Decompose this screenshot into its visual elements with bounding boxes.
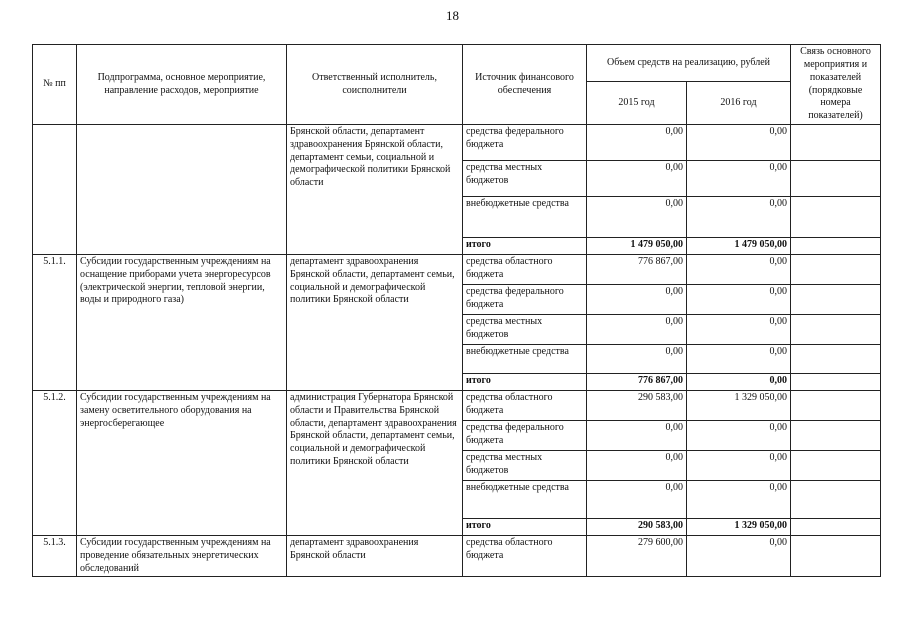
- row-2016: 1 329 050,00: [687, 391, 791, 421]
- row-link: [791, 421, 881, 451]
- row-link: [791, 481, 881, 519]
- row-link: [791, 285, 881, 315]
- header-source: Источник финансового обеспечения: [463, 45, 587, 125]
- row-source: средства местных бюджетов: [463, 451, 587, 481]
- row-source: средства федерального бюджета: [463, 285, 587, 315]
- row-link: [791, 391, 881, 421]
- row-2015: 0,00: [587, 345, 687, 374]
- row-2015: 0,00: [587, 481, 687, 519]
- header-executor: Ответственный исполнитель, соисполнители: [287, 45, 463, 125]
- row-2016: 1 329 050,00: [687, 519, 791, 536]
- row-link: [791, 197, 881, 238]
- row-num: 5.1.3.: [33, 536, 77, 577]
- table-row: [33, 125, 881, 161]
- row-link: [791, 125, 881, 161]
- row-source: средства местных бюджетов: [463, 315, 587, 345]
- row-link: [791, 536, 881, 577]
- row-link: [791, 345, 881, 374]
- row-source: внебюджетные средства: [463, 345, 587, 374]
- header-num: № пп: [33, 45, 77, 125]
- row-program: Субсидии государственным учреждениям на оснащение приборами учета энергоресурсов (электрической энергии, тепловой энергии, воды и природного газа): [77, 255, 287, 391]
- row-2015: 1 479 050,00: [587, 238, 687, 255]
- row-link: [791, 315, 881, 345]
- row-2015: 776 867,00: [587, 374, 687, 391]
- row-2016: 0,00: [687, 315, 791, 345]
- header-program: Подпрограмма, основное мероприятие, направление расходов, мероприятие: [77, 45, 287, 125]
- row-2015: 0,00: [587, 315, 687, 345]
- row-2016: 0,00: [687, 255, 791, 285]
- header-volume: Объем средств на реализацию, рублей: [587, 45, 791, 82]
- row-num: [33, 125, 77, 255]
- row-source: итого: [463, 374, 587, 391]
- row-link: [791, 519, 881, 536]
- row-2015: 776 867,00: [587, 255, 687, 285]
- row-program: Субсидии государственным учреждениям на замену осветительного оборудования на энергосберегающее: [77, 391, 287, 536]
- row-num: 5.1.2.: [33, 391, 77, 536]
- row-executor: Брянской области, департамент здравоохранения Брянской области, департамент семьи, социальной и демографической политики Брянской области: [287, 125, 463, 255]
- row-2015: 290 583,00: [587, 519, 687, 536]
- row-2016: 0,00: [687, 451, 791, 481]
- row-source: средства федерального бюджета: [463, 421, 587, 451]
- row-source: средства областного бюджета: [463, 536, 587, 577]
- row-num: 5.1.1.: [33, 255, 77, 391]
- row-2016: 0,00: [687, 536, 791, 577]
- row-link: [791, 451, 881, 481]
- row-executor: департамент здравоохранения Брянской области: [287, 536, 463, 577]
- row-source: внебюджетные средства: [463, 197, 587, 238]
- row-source: средства областного бюджета: [463, 255, 587, 285]
- row-executor: департамент здравоохранения Брянской области, департамент семьи, социальной и демографической политики Брянской области: [287, 255, 463, 391]
- row-link: [791, 255, 881, 285]
- row-source: итого: [463, 238, 587, 255]
- row-source: средства областного бюджета: [463, 391, 587, 421]
- row-2015: 0,00: [587, 285, 687, 315]
- row-2015: 279 600,00: [587, 536, 687, 577]
- row-source: внебюджетные средства: [463, 481, 587, 519]
- row-source: итого: [463, 519, 587, 536]
- row-source: средства местных бюджетов: [463, 161, 587, 197]
- row-link: [791, 238, 881, 255]
- row-2016: 0,00: [687, 161, 791, 197]
- row-2015: 0,00: [587, 197, 687, 238]
- row-2016: 0,00: [687, 374, 791, 391]
- row-2015: 0,00: [587, 125, 687, 161]
- table-row: [33, 255, 881, 285]
- row-source: средства федерального бюджета: [463, 125, 587, 161]
- table-row: [33, 536, 881, 577]
- page-number: 18: [446, 8, 459, 23]
- row-2015: 0,00: [587, 421, 687, 451]
- row-executor: администрация Губернатора Брянской области и Правительства Брянской области, департамент здравоохранения Брянской области, департамент семьи, социальной и демографической политики Брянской области: [287, 391, 463, 536]
- row-2016: 0,00: [687, 421, 791, 451]
- row-link: [791, 374, 881, 391]
- row-2016: 0,00: [687, 125, 791, 161]
- row-2016: 0,00: [687, 285, 791, 315]
- budget-table: [32, 44, 881, 577]
- header-2015: 2015 год: [587, 82, 687, 125]
- row-2016: 0,00: [687, 481, 791, 519]
- row-program: Субсидии государственным учреждениям на проведение обязательных энергетических обследований: [77, 536, 287, 577]
- row-2016: 1 479 050,00: [687, 238, 791, 255]
- row-2016: 0,00: [687, 345, 791, 374]
- header-2016: 2016 год: [687, 82, 791, 125]
- row-2015: 0,00: [587, 451, 687, 481]
- row-2016: 0,00: [687, 197, 791, 238]
- row-link: [791, 161, 881, 197]
- row-2015: 290 583,00: [587, 391, 687, 421]
- row-program: [77, 125, 287, 255]
- table-row: [33, 391, 881, 421]
- header-link: Связь основного мероприятия и показателей (порядковые номера показателей): [791, 45, 881, 125]
- row-2015: 0,00: [587, 161, 687, 197]
